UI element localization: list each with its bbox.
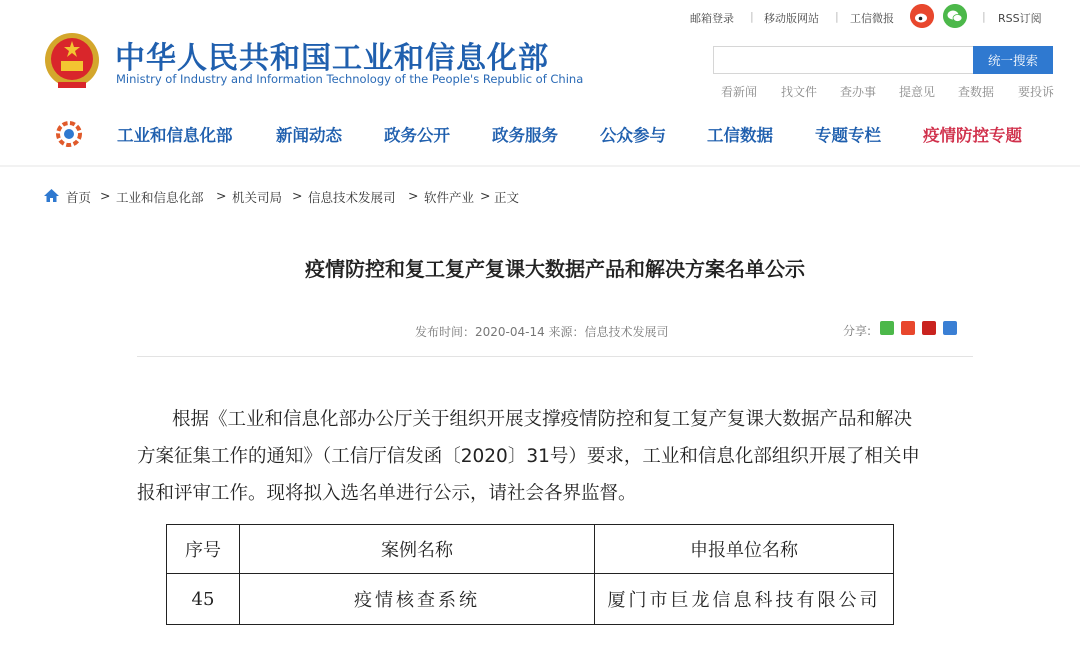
article-paragraph-line: 根据《工业和信息化部办公厅关于组织开展支撑疫情防控和复工复产复课大数据产品和解决 [172, 409, 913, 430]
table-header-row [167, 525, 894, 574]
breadcrumb-separator: > [100, 188, 111, 203]
nav-news[interactable]: 新闻动态 [276, 126, 342, 145]
wechat-icon[interactable] [943, 4, 967, 28]
table-header-cell: 案例名称 [240, 525, 595, 574]
mail-login-link[interactable]: 邮箱登录 [690, 12, 734, 25]
site-header [0, 0, 1080, 165]
share-wechat-icon[interactable] [880, 321, 894, 335]
national-emblem-icon [44, 30, 100, 90]
breadcrumb [44, 188, 564, 206]
article-title: 疫情防控和复工复产复课大数据产品和解决方案名单公示 [305, 257, 805, 281]
nav-miit-data[interactable]: 工信数据 [707, 126, 773, 145]
share-pdf-icon[interactable] [922, 321, 936, 335]
unified-search-button[interactable]: 统一搜索 [973, 46, 1053, 74]
search-input[interactable] [713, 46, 973, 74]
nav-epidemic-topic[interactable]: 疫情防控专题 [923, 126, 1022, 145]
header-divider [0, 165, 1080, 167]
site-subtitle: Ministry of Industry and Information Technology of the People's Republic of China [116, 72, 584, 86]
quick-link-files[interactable]: 找文件 [781, 85, 818, 99]
table-header-cell: 序号 [167, 525, 240, 574]
article-paragraph-line: 方案征集工作的通知》（工信厅信发函〔2020〕31号）要求，工业和信息化部组织开展了相关申 [137, 446, 920, 467]
top-links [680, 10, 1060, 30]
breadcrumb-software[interactable]: 软件产业 [424, 190, 475, 205]
candidate-list-table [166, 524, 894, 625]
nav-miit[interactable]: 工业和信息化部 [117, 126, 233, 145]
mobile-site-link[interactable]: 移动版网站 [764, 12, 819, 25]
breadcrumb-separator: > [480, 188, 491, 203]
table-row [167, 574, 894, 625]
article-paragraph-line: 报和评审工作。现将拟入选名单进行公示，请社会各界监督。 [137, 483, 637, 504]
article-divider [137, 356, 973, 357]
breadcrumb-bureaus[interactable]: 机关司局 [232, 190, 283, 205]
weibo-icon[interactable] [910, 4, 934, 28]
breadcrumb-it-dept[interactable]: 信息技术发展司 [308, 190, 396, 205]
home-icon [44, 189, 59, 202]
site-title[interactable]: 中华人民共和国工业和信息化部 [115, 41, 549, 76]
share-label: 分享: [843, 324, 872, 338]
quick-links [700, 83, 1070, 101]
breadcrumb-home[interactable]: 首页 [66, 190, 92, 205]
quick-link-data[interactable]: 查数据 [958, 85, 995, 99]
top-link-separator: | [750, 10, 754, 23]
table-header-cell: 申报单位名称 [595, 525, 894, 574]
share-qq-icon[interactable] [943, 321, 957, 335]
article-meta: 发布时间：2020-04-14 来源：信息技术发展司 [415, 325, 669, 339]
share-weibo-icon[interactable] [901, 321, 915, 335]
breadcrumb-miit[interactable]: 工业和信息化部 [116, 190, 204, 205]
nav-topics[interactable]: 专题专栏 [815, 126, 881, 145]
breadcrumb-current: 正文 [494, 190, 520, 205]
breadcrumb-separator: > [292, 188, 303, 203]
miit-logo-icon[interactable] [56, 121, 82, 147]
breadcrumb-separator: > [216, 188, 227, 203]
nav-gov-info[interactable]: 政务公开 [384, 126, 450, 145]
table-cell-case-name: 疫情核查系统 [240, 574, 595, 625]
breadcrumb-separator: > [408, 188, 419, 203]
table-cell-index: 45 [167, 574, 240, 625]
quick-link-news[interactable]: 看新闻 [721, 85, 758, 99]
quick-link-complaint[interactable]: 要投诉 [1018, 85, 1055, 99]
nav-public-participation[interactable]: 公众参与 [600, 126, 666, 145]
rss-link[interactable]: RSS订阅 [998, 12, 1042, 25]
quick-link-feedback[interactable]: 提意见 [899, 85, 936, 99]
top-link-separator: | [982, 10, 986, 23]
quick-link-services[interactable]: 查办事 [840, 85, 877, 99]
miit-weibao-link[interactable]: 工信微报 [850, 12, 894, 25]
top-link-separator: | [835, 10, 839, 23]
nav-gov-services[interactable]: 政务服务 [492, 126, 558, 145]
main-nav [0, 112, 1080, 154]
table-cell-company: 厦门市巨龙信息科技有限公司 [595, 574, 894, 625]
